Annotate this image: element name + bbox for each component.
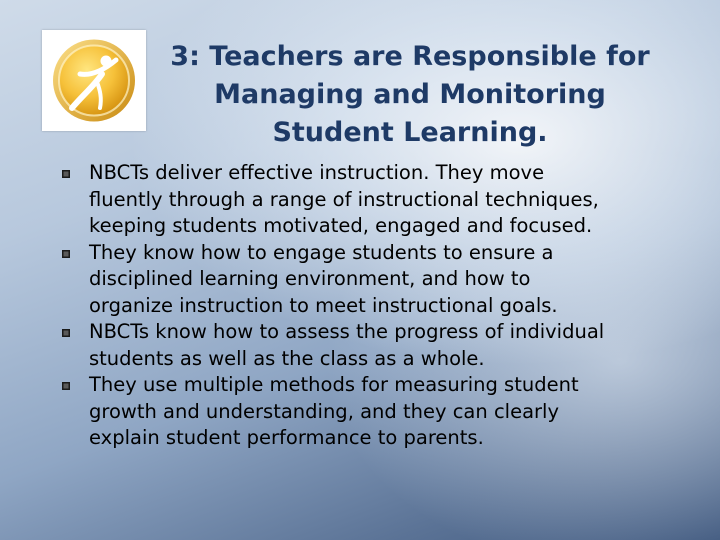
slide-title: [150, 38, 670, 152]
title-line: Managing and Monitoring: [214, 79, 606, 110]
square-bullet-icon: [62, 329, 70, 337]
square-bullet-icon: [62, 170, 70, 178]
bullet-text-line: They use multiple methods for measuring student: [89, 373, 579, 396]
bullet-text-line: NBCTs deliver effective instruction. They move: [89, 161, 545, 184]
logo: [42, 30, 146, 131]
bullet-text-line: fluently through a range of instructional techniques,: [89, 187, 599, 211]
bullet-text-line: disciplined learning environment, and how to: [89, 267, 531, 290]
bullet-list: [60, 160, 680, 452]
bullet-item: [60, 160, 680, 240]
bullet-text-line: keeping students motivated, engaged and focused.: [89, 214, 593, 237]
bullet-text-line: growth and understanding, and they can clearly: [89, 399, 559, 423]
bullet-text-line: explain student performance to parents.: [89, 426, 484, 449]
bullet-text-line: students as well as the class as a whole.: [89, 346, 485, 370]
bullet-item: [60, 372, 680, 452]
bullet-text-line: NBCTs know how to assess the progress of individual: [89, 320, 605, 343]
bullet-text-line: They know how to engage students to ensure a: [89, 240, 554, 264]
bullet-text-line: organize instruction to meet instructional goals.: [89, 293, 558, 317]
square-bullet-icon: [62, 382, 70, 390]
bullet-item: [60, 319, 680, 372]
square-bullet-icon: [62, 250, 70, 258]
title-line: 3: Teachers are Responsible for: [170, 41, 650, 72]
title-line: Student Learning.: [272, 117, 548, 148]
bullet-item: [60, 240, 680, 320]
nbpts-logo-icon: [42, 30, 146, 131]
